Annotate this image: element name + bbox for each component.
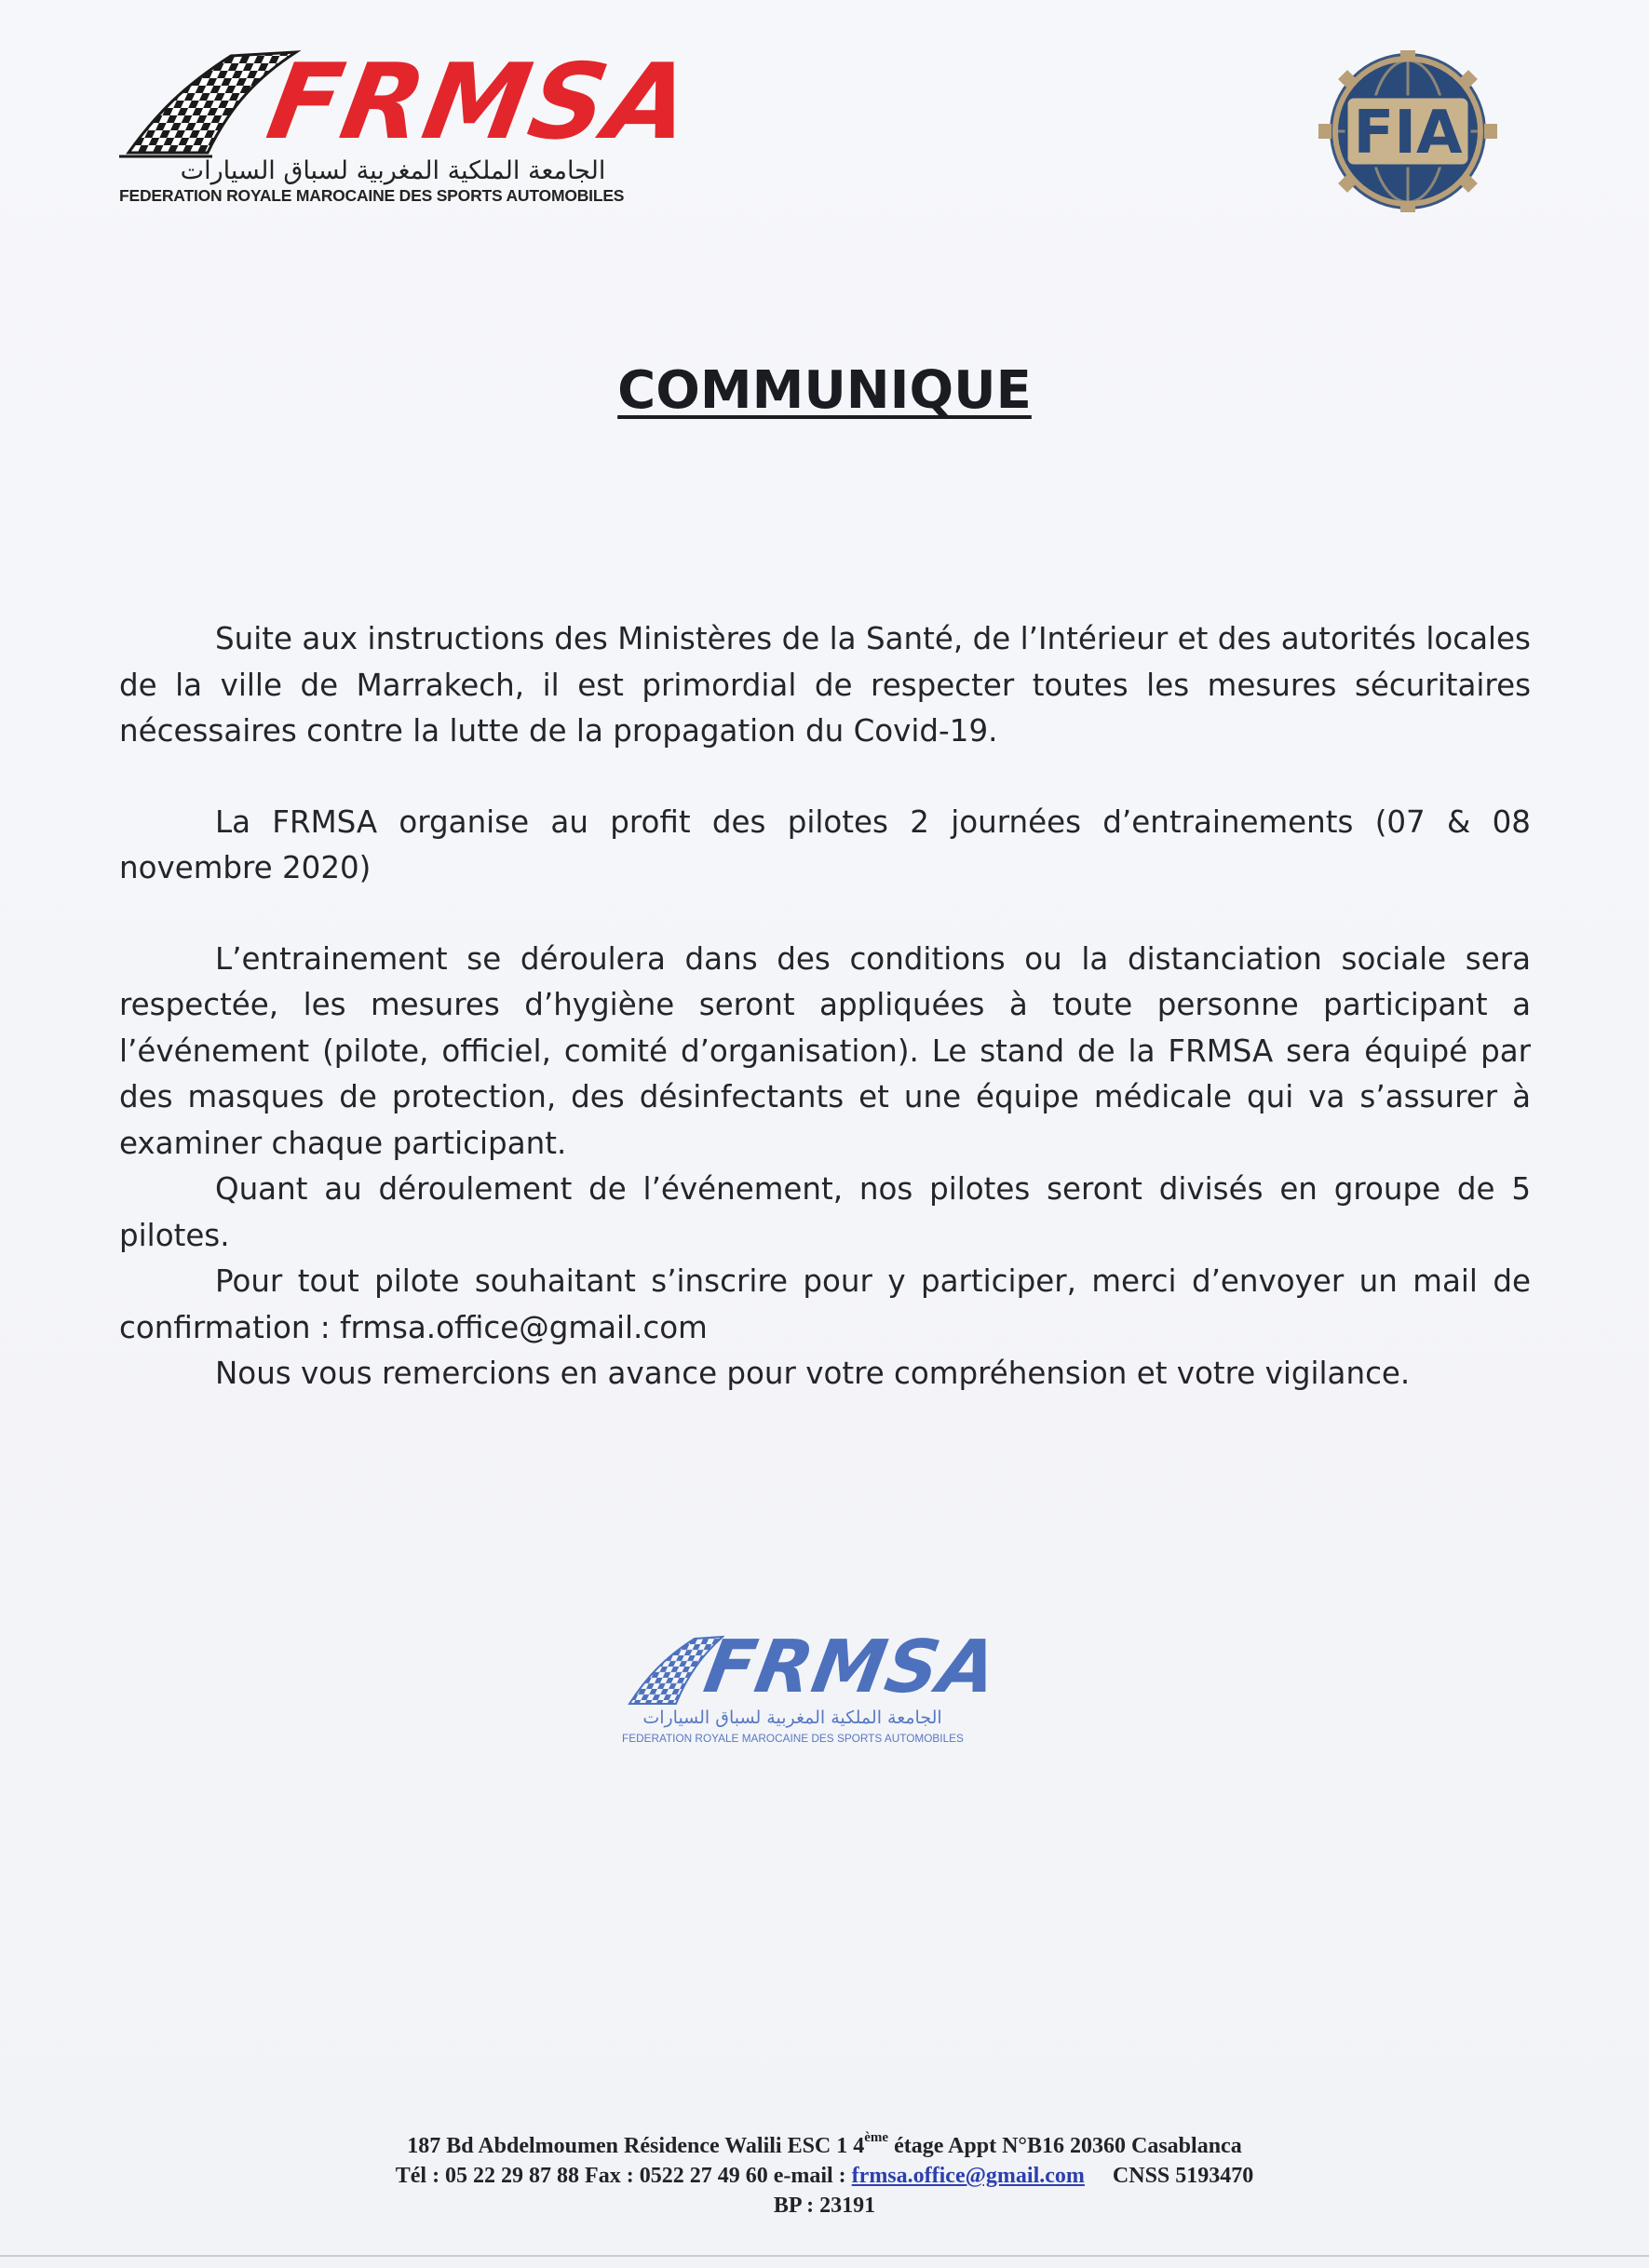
paragraph-groups: Quant au déroulement de l’événement, nos pilotes seront divisés en groupe de 5 pilotes.: [119, 1171, 1531, 1253]
paragraph-conditions: L’entrainement se déroulera dans des conditions ou la distanciation sociale sera respectée, les mesures d’hygiène seront appliquées à toute personne participant a l’événement (pilote, officiel, comité d’organisation). Le stand de la FRMSA sera équipé par des masques de protection, des désinfectants et une équipe médicale qui va s’assurer à examiner chaque participant.: [119, 940, 1531, 1161]
frmsa-subtitle: FEDERATION ROYALE MAROCAINE DES SPORTS AUTOMOBILES: [119, 186, 625, 205]
stamp-wordmark: FRMSA: [698, 1626, 1005, 1709]
page-bottom-divider: [0, 2255, 1649, 2257]
paragraph-thanks: Nous vous remercions en avance pour votre compréhension et votre vigilance.: [215, 1356, 1411, 1391]
fia-logo: [1289, 50, 1527, 212]
paragraph-registration: Pour tout pilote souhaitant s’inscrire pour y participer, merci d’envoyer un mail de confirmation : frmsa.office@gmail.com: [119, 1263, 1531, 1345]
document-title: COMMUNIQUE: [617, 360, 1032, 421]
footer-line-bp: BP : 23191: [773, 2194, 876, 2218]
frmsa-stamp: [622, 1626, 1005, 1771]
stamp-subtitle: FEDERATION ROYALE MAROCAINE DES SPORTS AUTOMOBILES: [622, 1732, 964, 1745]
frmsa-arabic-name: الجامعة الملكية المغربية لسباق السيارات: [180, 156, 606, 185]
footer-line-contact: Tél : 05 22 29 87 88 Fax : 0522 27 49 60 e-mail : frmsa.office@gmail.com CNSS 5193470: [395, 2164, 1254, 2188]
email-link[interactable]: frmsa.office@gmail.com: [851, 2164, 1085, 2188]
footer-address: [0, 2131, 1649, 2221]
paragraph-training-days: La FRMSA organise au profit des pilotes 2 journées d’entrainements (07 & 08 novembre 2020): [119, 803, 1531, 885]
communique-body: [119, 616, 1531, 1397]
paragraph-covid-measures: Suite aux instructions des Ministères de la Santé, de l’Intérieur et des autorités locales de la ville de Marrakech, il est primordial de respecter toutes les mesures sécuritaires nécessaires contre la lutte de la propagation du Covid-19.: [119, 621, 1531, 749]
frmsa-logo: [119, 42, 702, 209]
stamp-arabic-name: الجامعة الملكية المغربية لسباق السيارات: [642, 1708, 942, 1728]
fia-wordmark: FIA: [1353, 99, 1463, 168]
frmsa-wordmark: FRMSA: [259, 42, 702, 163]
footer-line-address: 187 Bd Abdelmoumen Résidence Walili ESC 1 4ème étage Appt N°B16 20360 Casablanca: [407, 2130, 1242, 2158]
